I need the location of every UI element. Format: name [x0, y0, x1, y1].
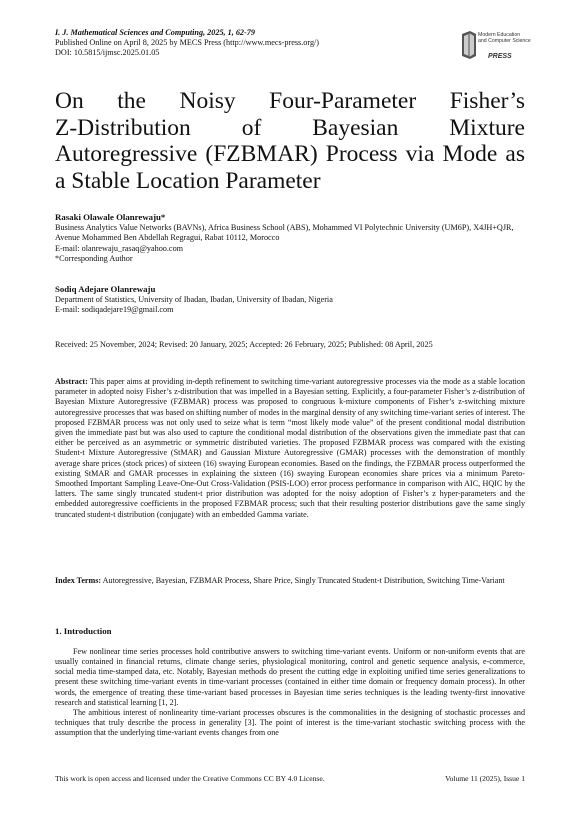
abstract-text: This paper aims at providing in-depth refinement to switching time-variant autoregressive processes via the mode as a stable location parameter in adopted noisy Fisher’s z-distribution that was impelled in a Bayesian setting. Explicitly, a four-parameter Fisher’s z-distribution of Bayesian Mixture Autoregressive (FZBMAR) process was proposed to congruous k-mixture components of Fisher’s z-switching mixture autoregressive processes that was based on shifting number of modes in the marginal density of any switching time-variant series of interest. The proposed FZBMAR process was not only used to seize what is term “most likely mode value” of the present conditional modal distribution given the immediate past but was also used to capture the conditional modal distribution of the observations given the immediate past that can either be perceived as an asymmetric or symmetric distributed varieties. The proposed FZBMAR process was compared with the existing Student-t Mixture Autoregressive (StMAR) and Gaussian Mixture Autoregressive (GMAR) processes with the demonstration of monthly average share prices (stock prices) of sixteen (16) swaying European economies. Based on the findings, the FZBMAR process outperformed the existing StMAR and GMAR processes in explaining the sixteen (16) swaying European economies share prices via a minimum Pareto-Smoothed Important Sampling Leave-One-Out Cross-Validation (PSIS-LOO) error process performance in comparison with AIC, HQIC by the latters. The same singly truncated student-t prior distribution was adopted for the noisy adoption of Fisher’s z hyper-parameters and the embedded autoregressive coefficients in the proposed FZBMAR process; such that their resulting posterior distributions gave the same singly truncated student-t distribution (conjugate) with an embedded Gamma variate.	[55, 377, 525, 519]
corresponding-note: *Corresponding Author	[55, 253, 133, 263]
author-affiliation: Business Analytics Value Networks (BAVNs), Africa Business School (ABS), Mohammed VI Polytechnic University (UM6P), X4JH+QJR, Avenue Mohammed Ben Abdellah Regragui, Rabat 10112, Morocco	[55, 223, 514, 243]
abstract	[55, 377, 525, 520]
index-terms	[55, 576, 525, 586]
paragraph: The ambitious interest of nonlinearity time-variant processes obscures is the commonalities in the designing of stochastic processes and techniques that truly describe the process in generality [3]. The point of interest is the time-variant stochastic switching process with the assumption that the underlying time-variant events changes from one	[55, 707, 525, 738]
publisher-logo	[460, 26, 538, 66]
index-terms-label: Index Terms:	[55, 576, 102, 585]
title-line-3: Autoregressive (FZBMAR) Process via Mode as	[55, 141, 525, 167]
logo-line-2: and Computer Science	[478, 38, 531, 44]
author-name: Rasaki Olawale Olanrewaju*	[55, 212, 166, 222]
page-footer	[55, 774, 525, 783]
author-email: E-mail: sodiqadejare19@gmail.com	[55, 305, 174, 315]
logo-book-icon	[460, 30, 478, 60]
paper-title	[55, 88, 525, 194]
title-line-1: On the Noisy Four-Parameter Fisher’s	[55, 88, 525, 114]
logo-press: PRESS	[488, 53, 512, 60]
publication-dates: Received: 25 November, 2024; Revised: 20 January, 2025; Accepted: 26 February, 2025; Published: 08 April, 2025	[55, 340, 433, 349]
journal-header	[55, 28, 455, 58]
author-affiliation: Department of Statistics, University of Ibadan, Ibadan, University of Ibadan, Nigeria	[55, 295, 333, 305]
publication-info: Published Online on April 8, 2025 by MECS Press (http://www.mecs-press.org/)	[55, 38, 320, 47]
journal-citation: I. J. Mathematical Sciences and Computing, 2025, 1, 62-79	[55, 28, 255, 37]
author-email: E-mail: olanrewaju_rasaq@yahoo.com	[55, 243, 184, 253]
abstract-label: Abstract:	[55, 377, 88, 386]
title-line-4: a Stable Location Parameter	[55, 167, 321, 194]
author-block-1	[55, 212, 525, 264]
volume-issue: Volume 11 (2025), Issue 1	[445, 774, 525, 783]
author-name: Sodiq Adejare Olanrewaju	[55, 284, 156, 294]
author-block-2	[55, 284, 525, 316]
doi: DOI: 10.5815/ijmsc.2025.01.05	[55, 48, 160, 57]
section-body	[55, 647, 525, 738]
section-heading: 1. Introduction	[55, 626, 112, 636]
logo-line-1: Modern Education	[478, 32, 521, 38]
paragraph: Few nonlinear time series processes hold contributive answers to switching time-variant events. Uniform or non-uniform events that are usually contained in financial returns, climate change series, physiological monitoring, control and genetic sequence analysis, e-commerce, social media time-stamped data, etc. Notably, Bayesian methods do present the cutting edge in exploiting unified time series generalizations to present these switching time-variant events in time-variant processes (contained in either time domain or frequency domain process). In other words, the emergence of treating these time-variant based processes in Bayesian time series techniques is the leading twenty-first innovative research and statistical learning [1, 2].	[55, 647, 525, 707]
index-terms-text: Autoregressive, Bayesian, FZBMAR Process, Share Price, Singly Truncated Student-t Distribution, Switching Time-Variant	[101, 576, 505, 585]
title-line-2: Z-Distribution of Bayesian Mixture	[55, 114, 525, 141]
license-note: This work is open access and licensed under the Creative Commons CC BY 4.0 License.	[55, 774, 325, 783]
